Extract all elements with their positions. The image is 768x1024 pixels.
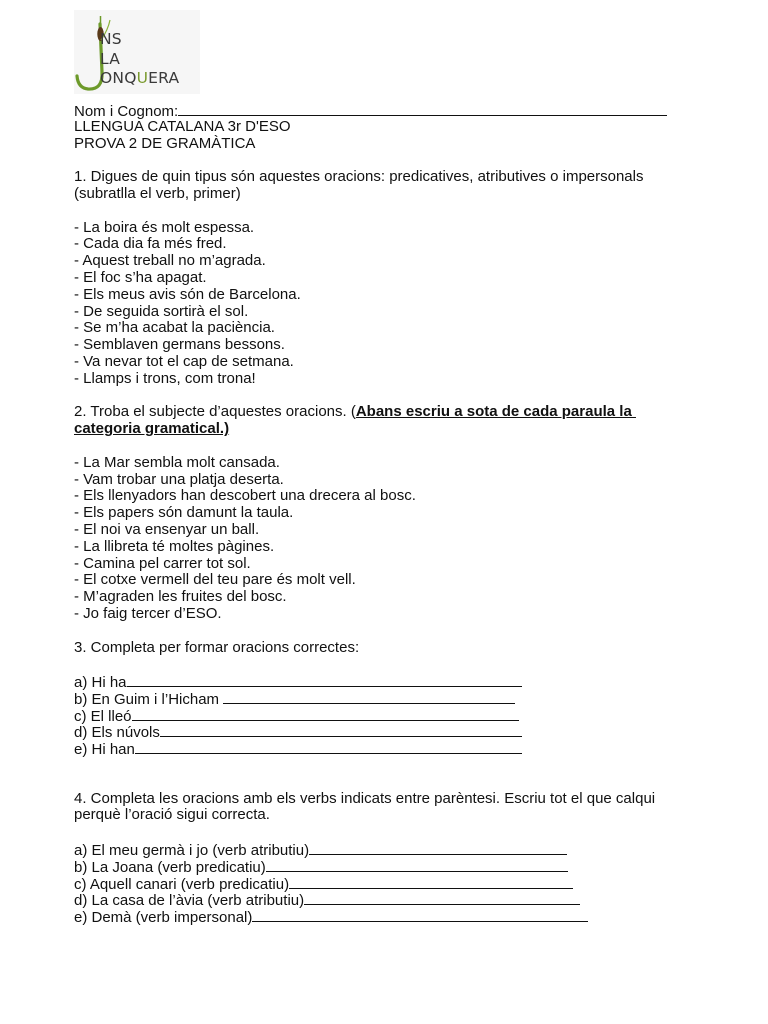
answer-blank[interactable] (132, 707, 519, 721)
q4-list (74, 841, 684, 925)
q3-prompt: 3. Completa per formar oracions correctes: (74, 638, 360, 656)
q2-item: - Jo faig tercer d’ESO. (74, 604, 222, 622)
name-label: Nom i Cognom: (74, 103, 179, 120)
q2-item: - La llibreta té moltes pàgines. (74, 537, 275, 555)
exam-title: PROVA 2 DE GRAMÀTICA (74, 134, 256, 152)
answer-blank[interactable] (127, 673, 522, 687)
q1-item: - Va nevar tot el cap de setmana. (74, 352, 294, 370)
answer-blank[interactable] (223, 690, 515, 704)
answer-blank[interactable] (135, 740, 522, 754)
q2-prompt-line2 (74, 421, 684, 438)
q2-item: - Els papers són damunt la taula. (74, 504, 294, 522)
q4-prompt-line1: 4. Completa les oracions amb els verbs indicats entre parèntesi. Escriu tot el que calqui (74, 789, 656, 807)
school-logo (74, 10, 200, 94)
q2-instruction-bold-2: categoria gramatical.) (74, 420, 230, 438)
q1-item: - Els meus avis són de Barcelona. (74, 285, 301, 303)
q1-list (74, 220, 684, 388)
q3-list (74, 673, 684, 757)
answer-blank[interactable] (266, 858, 568, 872)
q3-item: e) Hi han (74, 740, 684, 757)
answer-blank[interactable] (160, 723, 522, 737)
q4-item: d) La casa de l’àvia (verb atributiu) (74, 891, 684, 908)
answer-blank[interactable] (252, 908, 588, 922)
q3-item: b) En Guim i l’Hicham (74, 690, 684, 707)
q1-prompt-line1: 1. Digues de quin tipus són aquestes oracions: predicatives, atributives o impersonals (74, 168, 644, 186)
q2-item: - Vam trobar una platja deserta. (74, 470, 284, 488)
q3-item: d) Els núvols (74, 723, 684, 740)
q1-item: - Se m’ha acabat la paciència. (74, 319, 275, 337)
q4-item: c) Aquell canari (verb predicatiu) (74, 875, 684, 892)
answer-blank[interactable] (304, 891, 580, 905)
q3-item: c) El lleó (74, 707, 684, 724)
answer-blank[interactable] (309, 841, 567, 855)
q1-item: - Cada dia fa més fred. (74, 235, 227, 253)
q1-item: - El foc s’ha apagat. (74, 268, 207, 286)
q4-prompt-line2: perquè l’oració sigui correcta. (74, 806, 270, 824)
q4-item: b) La Joana (verb predicatiu) (74, 858, 684, 875)
answer-blank[interactable] (289, 875, 573, 889)
q1-item: - Semblaven germans bessons. (74, 336, 285, 354)
subject-title: LLENGUA CATALANA 3r D'ESO (74, 117, 291, 135)
name-field-row (74, 102, 684, 119)
q1-prompt-line2: (subratlla el verb, primer) (74, 184, 241, 202)
q2-item: - El noi va ensenyar un ball. (74, 520, 260, 538)
q2-instruction-bold: Abans escriu a sota de cada paraula la (355, 403, 636, 421)
q1-item: - Llamps i trons, com trona! (74, 369, 256, 387)
q4-item: a) El meu germà i jo (verb atributiu) (74, 841, 684, 858)
q2-list (74, 455, 684, 623)
q2-prompt-line1: 2. Troba el subjecte d’aquestes oracions. (Abans escriu a sota de cada paraula la (74, 403, 636, 421)
q2-item: - La Mar sembla molt cansada. (74, 453, 280, 471)
q2-item: - Camina pel carrer tot sol. (74, 554, 251, 572)
q4-item: e) Demà (verb impersonal) (74, 908, 684, 925)
q1-item: - De seguida sortirà el sol. (74, 302, 249, 320)
q2-item: - El cotxe vermell del teu pare és molt vell. (74, 571, 356, 589)
q2-item: - M’agraden les fruites del bosc. (74, 588, 287, 606)
exam-page (74, 102, 684, 925)
q3-item: a) Hi ha (74, 673, 684, 690)
q2-item: - Els llenyadors han descobert una drecera al bosc. (74, 487, 416, 505)
logo-text: NS LA ONQUERA (100, 30, 180, 87)
name-blank[interactable] (178, 102, 667, 116)
q1-item: - La boira és molt espessa. (74, 218, 255, 236)
q1-item: - Aquest treball no m’agrada. (74, 252, 266, 270)
